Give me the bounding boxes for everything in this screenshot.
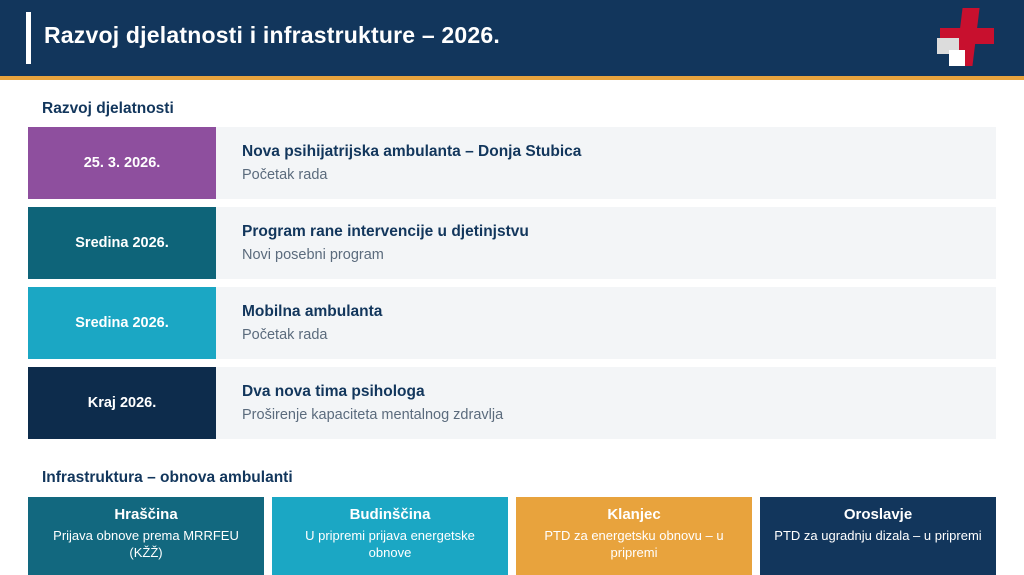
slide-header — [0, 0, 1024, 76]
timeline-row[interactable] — [28, 367, 996, 439]
timeline-date-badge: Kraj 2026. — [28, 367, 216, 439]
infrastructure-card[interactable] — [28, 497, 264, 575]
infrastructure-card-title: Klanjec — [607, 506, 661, 523]
infrastructure-card[interactable] — [272, 497, 508, 575]
red-cross-logo — [937, 8, 997, 66]
infrastructure-card-title: Oroslavje — [843, 506, 913, 523]
timeline-row[interactable] — [28, 127, 996, 199]
logo-notch-white — [949, 50, 965, 66]
timeline-row-subtitle: Početak rada — [242, 166, 328, 183]
infrastructure-card-title: Hraščina — [114, 506, 178, 523]
timeline-row-subtitle: Novi posebni program — [242, 246, 384, 263]
timeline-date-badge: Sredina 2026. — [28, 287, 216, 359]
infrastructure-card-subtitle: U pripremi prijava energetske obnove — [305, 528, 475, 560]
timeline-row-body — [216, 127, 996, 199]
infrastructure-card-subtitle: Prijava obnove prema MRRFEU (KŽŽ) — [53, 528, 239, 560]
header-accent-bar — [26, 12, 31, 64]
section-label-infrastructure: Infrastruktura – obnova ambulanti — [42, 469, 293, 486]
timeline-row-body — [216, 287, 996, 359]
infrastructure-card-subtitle: PTD za energetsku obnovu – u pripremi — [544, 528, 724, 560]
timeline-row-subtitle: Proširenje kapaciteta mentalnog zdravlja — [242, 406, 504, 423]
timeline-row-body — [216, 367, 996, 439]
timeline-row-title: Nova psihijatrijska ambulanta – Donja Stubica — [242, 142, 582, 160]
timeline-row[interactable] — [28, 287, 996, 359]
timeline-date-badge: 25. 3. 2026. — [28, 127, 216, 199]
page-title: Razvoj djelatnosti i infrastrukture – 2026. — [44, 22, 500, 48]
header-divider — [0, 76, 1024, 80]
infrastructure-card-subtitle: PTD za ugradnju dizala – u pripremi — [774, 528, 982, 543]
infrastructure-card-title: Budinščina — [349, 506, 431, 523]
timeline-row-title: Program rane intervencije u djetinjstvu — [242, 222, 529, 240]
timeline-date-badge: Sredina 2026. — [28, 207, 216, 279]
infrastructure-card-list — [28, 497, 996, 575]
infrastructure-card[interactable] — [760, 497, 996, 575]
timeline-row-title: Dva nova tima psihologa — [242, 382, 425, 400]
timeline-row-body — [216, 207, 996, 279]
timeline-row-title: Mobilna ambulanta — [242, 302, 383, 320]
timeline-list — [28, 127, 996, 447]
infrastructure-card[interactable] — [516, 497, 752, 575]
section-label-activities: Razvoj djelatnosti — [42, 100, 174, 117]
timeline-row-subtitle: Početak rada — [242, 326, 328, 343]
timeline-row[interactable] — [28, 207, 996, 279]
